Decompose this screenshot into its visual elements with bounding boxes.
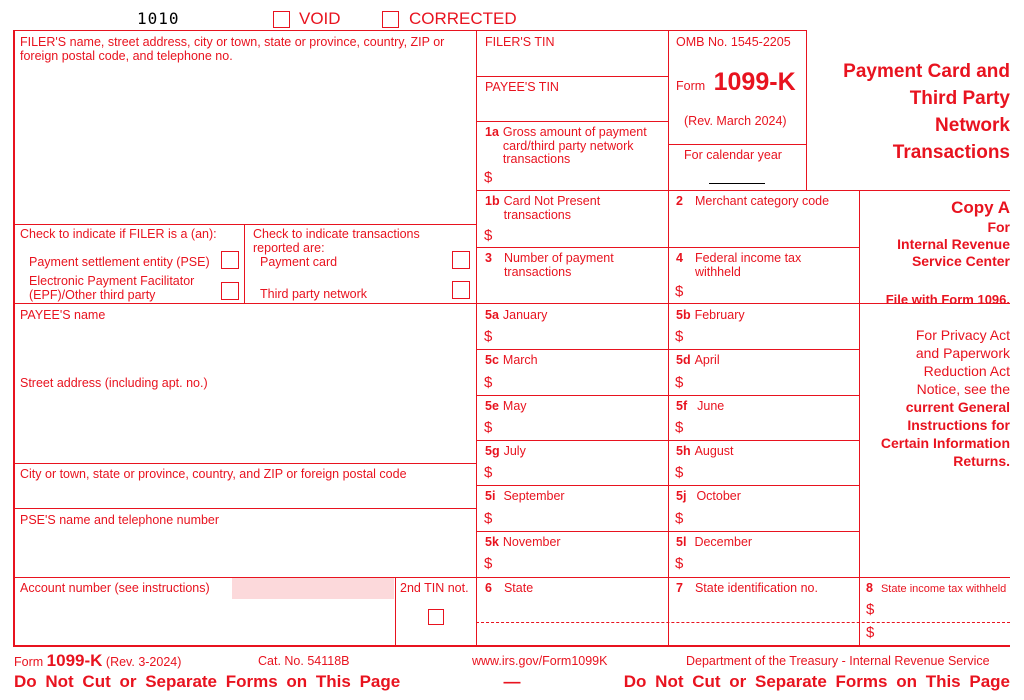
box-5g-dollar: $ [484,464,493,481]
box-8-dollar-2: $ [866,624,875,641]
file-with-1096: File with Form 1096. [885,292,1010,307]
box-1b-dollar: $ [484,227,493,244]
filer-name-label: FILER'S name, street address, city or town, state or province, country, ZIP or foreign postal code, and telephone no. [20,35,445,63]
street-address-label: Street address (including apt. no.) [20,376,208,390]
instructions-line-2: Instructions for [907,417,1010,433]
form-prefix: Form [676,79,706,93]
footer-form-prefix: Form [14,655,44,669]
box-6-label: State [503,581,534,595]
privacy-line-3: Reduction Act [923,363,1010,379]
payment-card-checkbox[interactable] [452,251,470,269]
box-5b [676,309,745,323]
box-2-number: 2 [676,194,683,208]
footer-cat-no: Cat. No. 54118B [258,654,350,668]
corrected-label: CORRECTED [409,9,517,28]
box-5d-number: 5d [676,353,691,367]
box-5c [485,354,538,368]
box-5i [485,490,565,504]
epf-label: Electronic Payment Facilitator (EPF)/Other third party [29,274,195,302]
box-1a-dollar: $ [484,169,493,186]
box-5a-label: January [502,308,548,322]
box-5b-number: 5b [676,308,691,322]
box-5b-label: February [694,308,745,322]
box-3 [485,252,665,279]
box-5l-number: 5l [676,535,687,549]
box-1b-label: Card Not Present transactions [503,194,601,222]
box-1b [485,195,665,222]
form-code: 1010 [137,9,180,28]
box-5h-number: 5h [676,444,691,458]
box-5h-dollar: $ [675,464,684,481]
form-title-line-2: Third Party [909,88,1010,109]
form-name-block [676,68,796,97]
form-name: 1099-K [713,68,796,96]
calendar-year-label: For calendar year [684,148,782,162]
copy-a-title: Copy A [951,198,1010,217]
box-5j [676,490,741,504]
box-5e-dollar: $ [484,419,493,436]
box-5b-dollar: $ [675,328,684,345]
do-not-cut-right: Do Not Cut or Separate Forms on This Page [623,672,1010,691]
box-7-number: 7 [676,581,683,595]
box-7-label: State identification no. [694,581,818,595]
city-label: City or town, state or province, country, and ZIP or foreign postal code [20,467,407,481]
box-5f-number: 5f [676,399,688,413]
copy-for-line-1: For [987,219,1010,235]
box-5f-label: June [697,399,725,413]
box-5c-number: 5c [485,353,499,367]
box-8 [866,582,1006,596]
box-5i-dollar: $ [484,510,493,527]
pse-checkbox[interactable] [221,251,239,269]
box-5l-label: December [694,535,753,549]
omb-number: OMB No. 1545-2205 [676,35,791,49]
box-5d [676,354,720,368]
box-2 [676,195,856,209]
box-8-dollar-1: $ [866,601,875,618]
privacy-line-2: and Paperwork [915,345,1010,361]
account-number-field[interactable] [232,578,394,599]
epf-checkbox[interactable] [221,282,239,300]
box-5e-label: May [502,399,527,413]
box-5c-label: March [502,353,538,367]
do-not-cut-banner [14,672,1010,692]
second-tin-label: 2nd TIN not. [400,581,469,595]
box-5a [485,309,547,323]
box-5g [485,445,526,459]
box-6 [485,582,533,596]
footer-form-number: 1099-K [46,651,103,670]
footer-revision: (Rev. 3-2024) [105,655,182,669]
box-5e-number: 5e [485,399,499,413]
box-5j-label: October [696,489,741,503]
box-5c-dollar: $ [484,374,493,391]
box-5i-label: September [503,489,565,503]
box-1b-number: 1b [485,194,500,208]
box-5j-number: 5j [676,489,687,503]
box-5k-dollar: $ [484,555,493,572]
box-4 [676,252,856,279]
box-5f-dollar: $ [675,419,684,436]
box-1a-number: 1a [485,125,499,139]
box-2-label: Merchant category code [694,194,830,208]
box-5h-label: August [694,444,734,458]
box-5f [676,400,724,414]
box-5k [485,536,561,550]
box-5g-label: July [503,444,526,458]
void-checkbox[interactable] [273,11,290,28]
payee-name-label: PAYEE'S name [20,308,106,322]
box-3-number: 3 [485,251,492,265]
second-tin-checkbox[interactable] [428,609,444,625]
privacy-line-1: For Privacy Act [915,327,1010,343]
void-label: VOID [299,9,341,28]
form-title [843,58,1010,166]
box-8-label: State income tax withheld [880,583,1007,595]
check-transactions-label: Check to indicate transactions reported are: [253,227,420,255]
box-1a-label: Gross amount of payment card/third party network transactions [502,125,647,166]
revision: (Rev. March 2024) [684,114,787,128]
copy-a-block [862,197,1010,470]
third-party-network-checkbox[interactable] [452,281,470,299]
box-5e [485,400,527,414]
corrected-checkbox[interactable] [382,11,399,28]
box-5i-number: 5i [485,489,496,503]
check-filer-label: Check to indicate if FILER is a (an): [20,227,217,241]
payee-tin-label: PAYEE'S TIN [485,80,559,94]
box-5k-label: November [502,535,561,549]
box-5a-dollar: $ [484,328,493,345]
do-not-cut-dash: — [503,672,521,691]
box-1a [485,126,665,167]
form-title-line-4: Transactions [892,142,1010,163]
footer-department: Department of the Treasury - Internal Revenue Service [686,654,990,668]
box-5k-number: 5k [485,535,499,549]
box-4-label: Federal income tax withheld [694,251,802,279]
third-party-network-label: Third party network [260,287,367,301]
do-not-cut-left: Do Not Cut or Separate Forms on This Page [14,672,401,691]
box-3-label: Number of payment transactions [503,251,614,279]
payment-card-label: Payment card [260,255,338,269]
pse-name-label: PSE'S name and telephone number [20,513,220,527]
box-6-number: 6 [485,581,492,595]
box-5a-number: 5a [485,308,499,322]
footer-url[interactable]: www.irs.gov/Form1099K [472,654,608,668]
pse-label: Payment settlement entity (PSE) [29,255,210,269]
copy-for-line-3: Service Center [911,253,1010,269]
box-4-number: 4 [676,251,683,265]
filer-tin-label: FILER'S TIN [485,35,555,49]
copy-for-line-2: Internal Revenue [897,236,1010,252]
form-title-line-3: Network [935,115,1010,136]
box-4-dollar: $ [675,283,684,300]
box-5g-number: 5g [485,444,500,458]
account-number-label: Account number (see instructions) [20,581,210,595]
privacy-line-4: Notice, see the [916,381,1010,397]
box-7 [676,582,818,596]
box-5d-dollar: $ [675,374,684,391]
box-5l [676,536,752,550]
instructions-line-3: Certain Information [880,435,1010,451]
box-5d-label: April [694,353,720,367]
form-title-line-1: Payment Card and [843,61,1010,82]
instructions-line-4: Returns. [953,453,1010,469]
box-5l-dollar: $ [675,555,684,572]
instructions-line-1: current General [905,399,1010,415]
footer-form-name [14,651,181,671]
box-5j-dollar: $ [675,510,684,527]
box-5h [676,445,734,459]
box-8-number: 8 [866,581,873,595]
